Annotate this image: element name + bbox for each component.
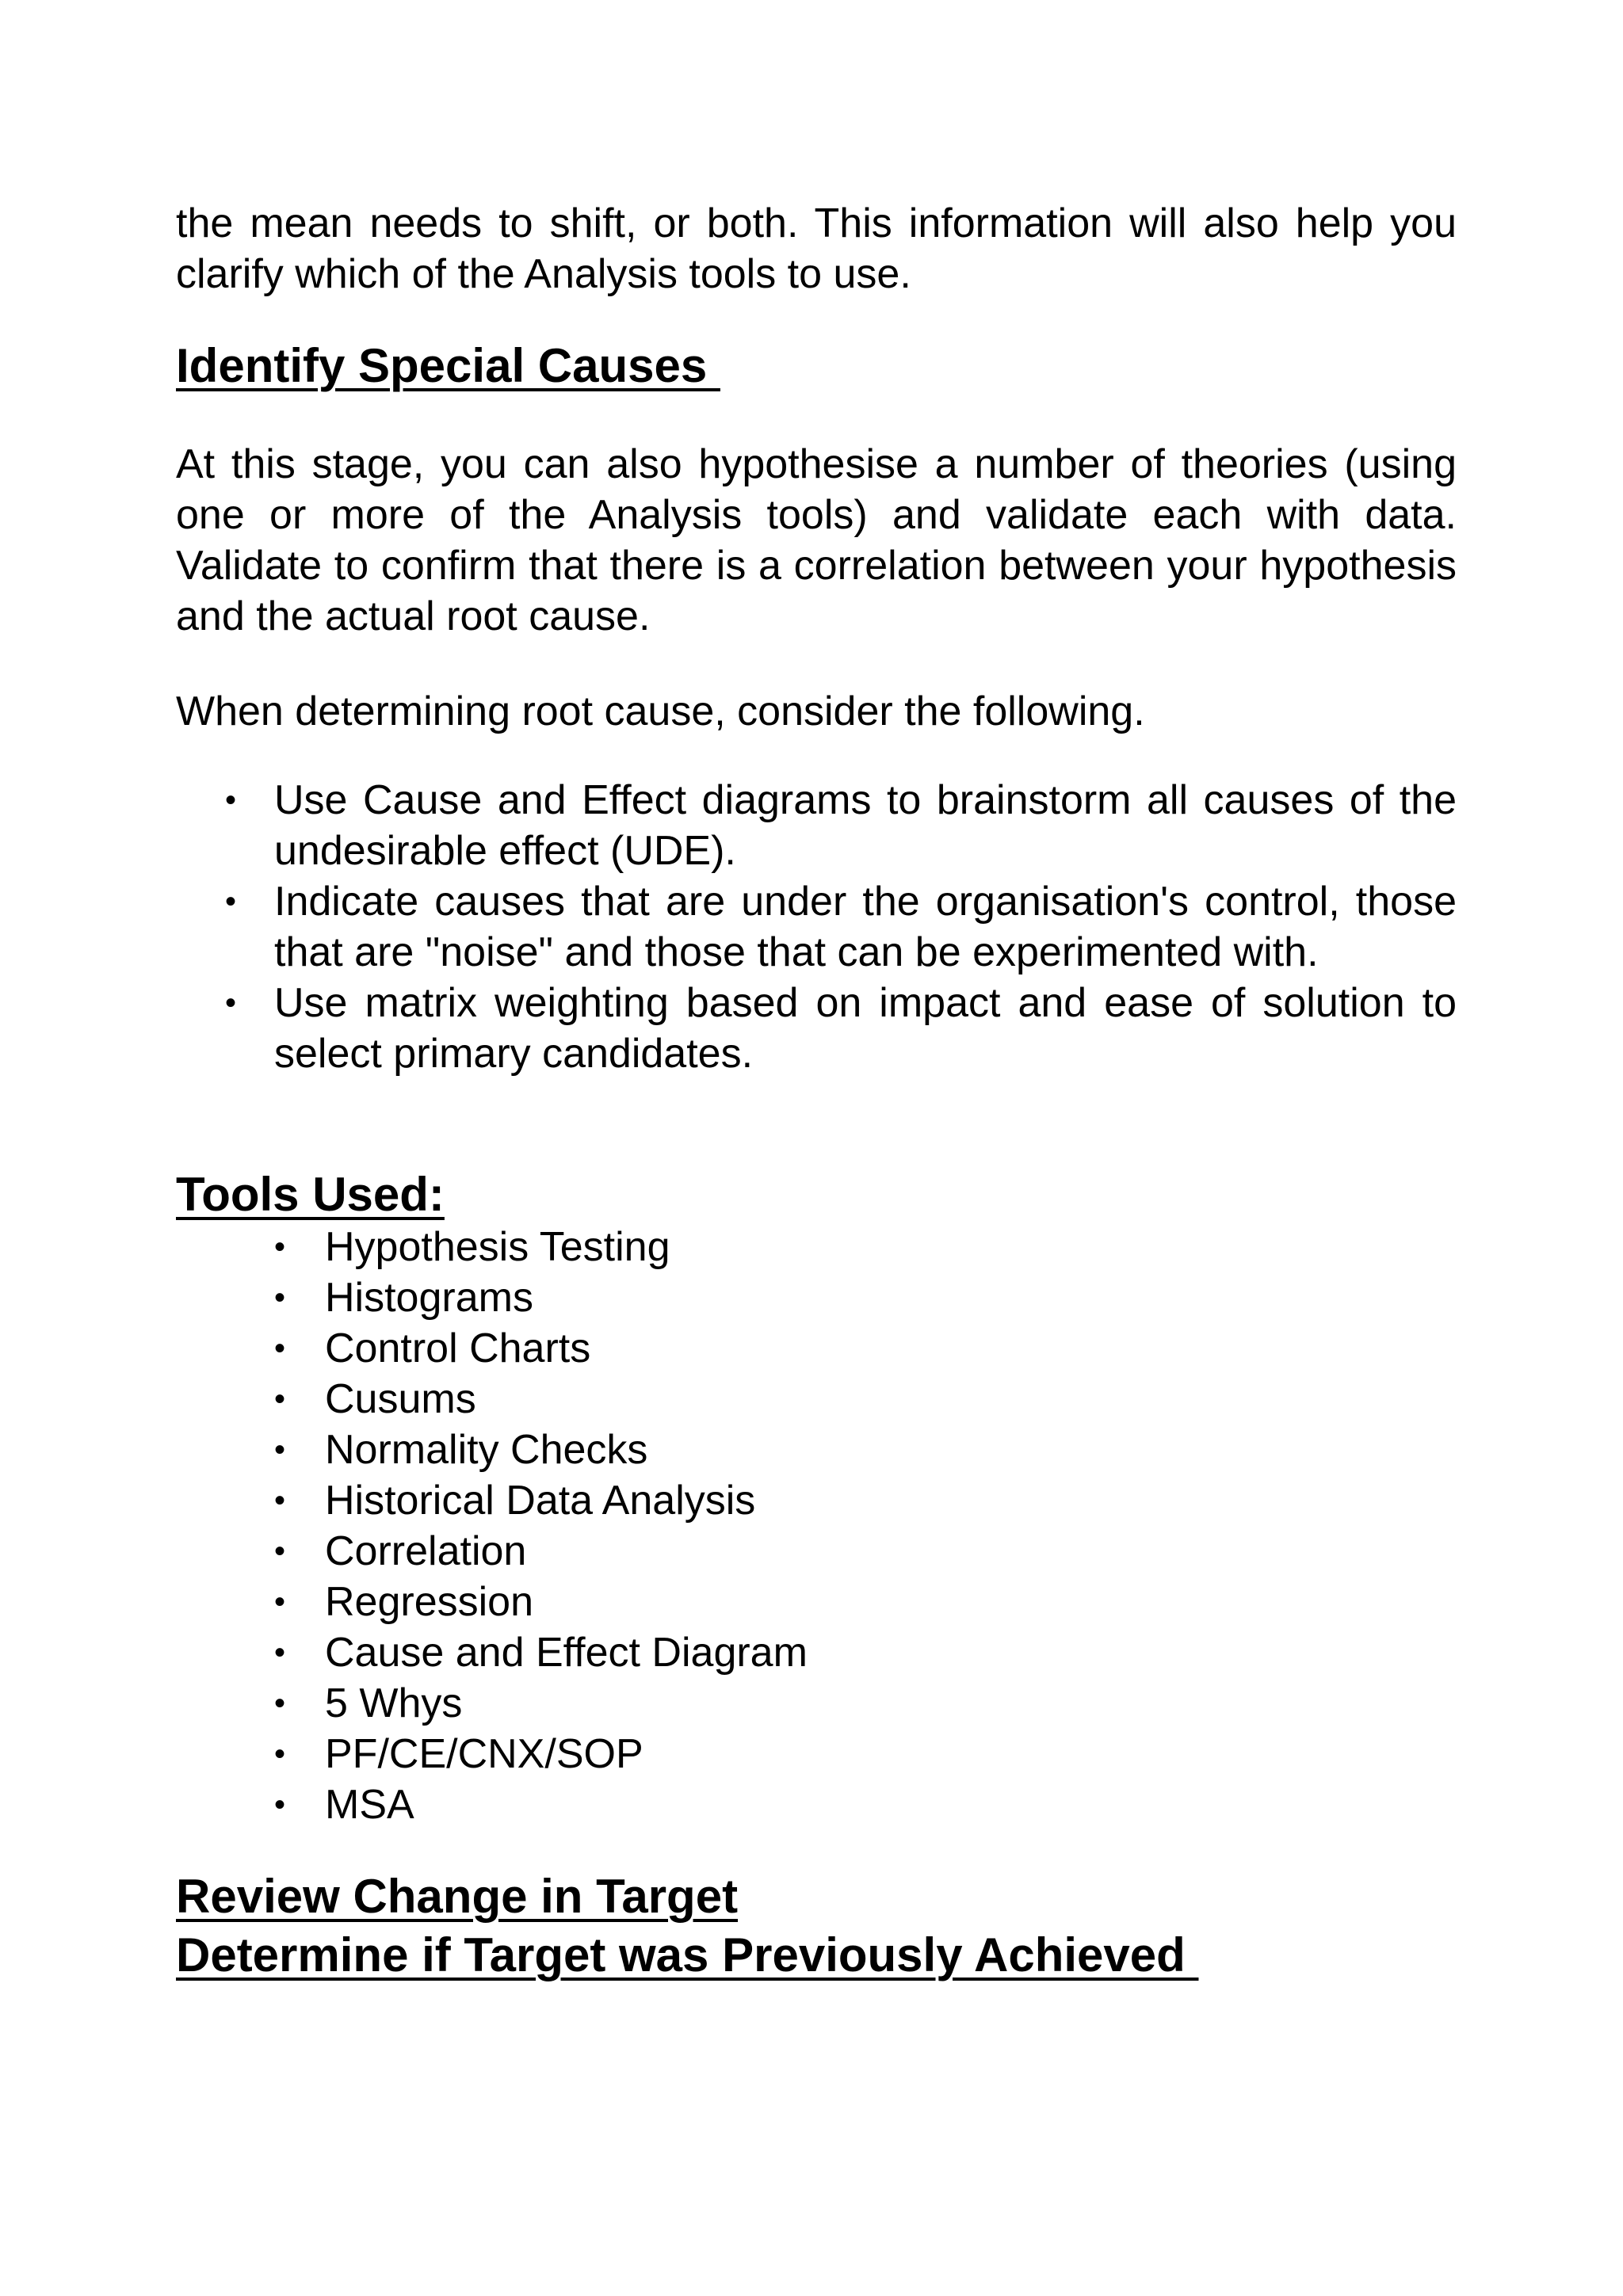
consideration-text: Indicate causes that are under the organisation's control, those that are "noise" and those that can be experimented with. [274,879,1457,975]
bullet-icon: • [225,986,237,1020]
tool-name: Historical Data Analysis [325,1478,756,1524]
list-item [0,1222,1623,1272]
list-item [0,1627,1623,1678]
bullet-icon: • [274,1787,286,1822]
tool-name: Correlation [325,1528,527,1574]
tool-name: MSA [325,1782,414,1828]
bullet-icon: • [274,1635,286,1670]
list-item [0,775,1457,876]
bullet-icon: • [274,1382,286,1417]
bullet-icon: • [274,1230,286,1264]
special-causes-paragraph: At this stage, you can also hypothesise a number of theories (using one or more of the Analysis tools) and validate each with data. Validate to confirm that there is a correlation between your hypothesis and the actual root cause. [176,441,1457,639]
bullet-icon: • [225,783,237,818]
list-item [0,1779,1623,1830]
list-item [0,1729,1623,1779]
tool-name: Histograms [325,1275,533,1321]
root-cause-lead-in: When determining root cause, consider the following. [176,688,1145,734]
bullet-icon: • [274,1585,286,1619]
tool-name: PF/CE/CNX/SOP [325,1731,643,1777]
bullet-icon: • [274,1534,286,1569]
bullet-icon: • [274,1280,286,1315]
list-item [0,1526,1623,1577]
bullet-icon: • [274,1737,286,1772]
list-item [0,1323,1623,1374]
bullet-icon: • [274,1686,286,1721]
bullet-icon: • [225,884,237,919]
consideration-text: Use Cause and Effect diagrams to brainstorm all causes of the undesirable effect (UDE). [274,777,1457,874]
list-item [0,1577,1623,1627]
tool-name: Regression [325,1579,534,1625]
list-item [0,1678,1623,1729]
special-causes-heading: Identify Special Causes [176,339,720,392]
bullet-icon: • [274,1331,286,1366]
tool-name: Control Charts [325,1325,591,1371]
review-change-heading: Review Change in Target [176,1870,739,1923]
list-item [0,1425,1623,1475]
tools-list [0,1222,1623,1830]
intro-paragraph: the mean needs to shift, or both. This information will also help you clarify which of the Analysis tools to use. [176,200,1457,297]
list-item [0,1272,1623,1323]
target-achieved-heading: Determine if Target was Previously Achieved [176,1928,1199,1981]
consideration-text: Use matrix weighting based on impact and ease of solution to select primary candidates. [274,980,1457,1077]
tool-name: Normality Checks [325,1427,648,1473]
tool-name: Cusums [325,1376,476,1422]
bullet-icon: • [274,1432,286,1467]
list-item [0,978,1457,1079]
list-item [0,1374,1623,1425]
tool-name: Cause and Effect Diagram [325,1630,808,1676]
list-item [0,1475,1623,1526]
tool-name: Hypothesis Testing [325,1224,670,1270]
tool-name: 5 Whys [325,1680,463,1726]
tools-used-heading: Tools Used: [176,1168,445,1221]
considerations-list [0,775,1623,1079]
bullet-icon: • [274,1483,286,1518]
list-item [0,876,1457,978]
